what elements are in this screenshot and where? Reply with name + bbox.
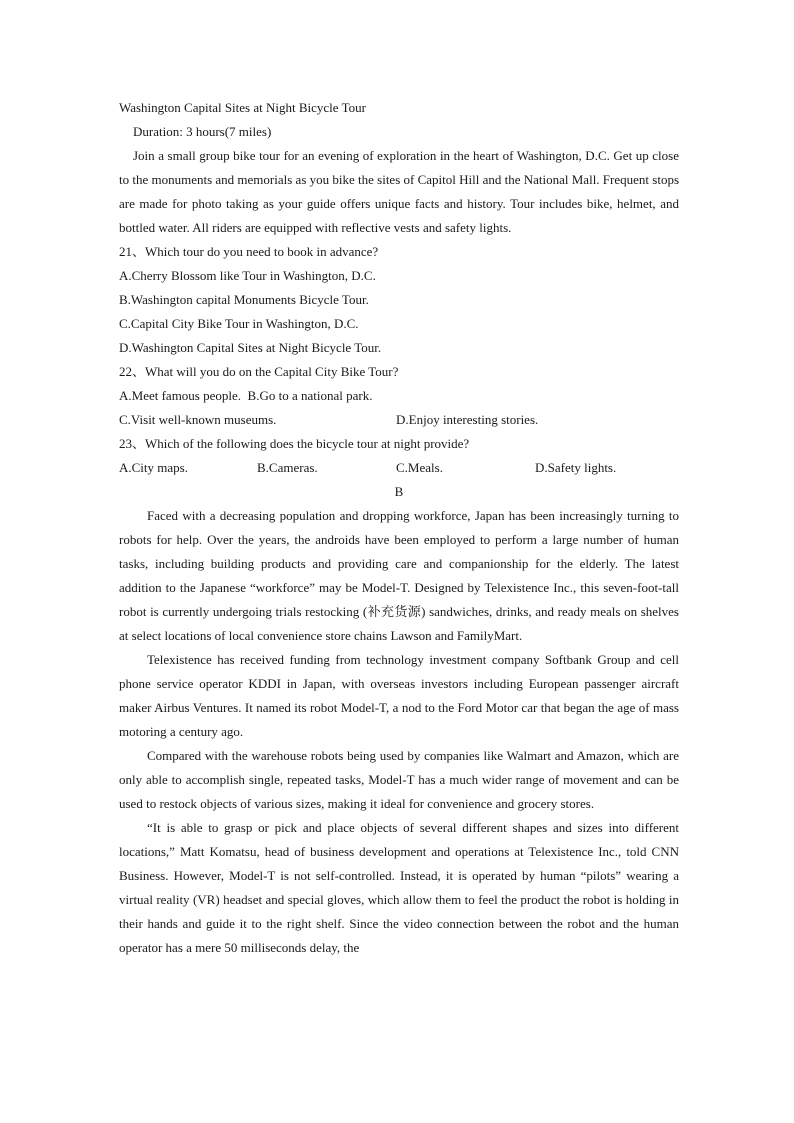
- passage-paragraph-2: Telexistence has received funding from technology investment company Softbank Group and cell phone service operator KDDI in Japan, with overseas investors including European passenger aircraft maker Airbus Ventures. It named its robot Model-T, a nod to the Ford Motor car that began the age of mass motoring a century ago.: [119, 652, 679, 739]
- options-row-1: [119, 384, 679, 408]
- option-b: B.Washington capital Monuments Bicycle Tour.: [119, 292, 369, 307]
- question-22: [119, 360, 679, 432]
- tour-duration: Duration: 3 hours(7 miles): [133, 124, 272, 139]
- question-stem: 21、Which tour do you need to book in advance?: [119, 244, 379, 259]
- option-a: A.Meet famous people.: [119, 388, 242, 403]
- options-row-2: [119, 408, 679, 432]
- option-d: D.Safety lights.: [535, 460, 617, 475]
- option-c: C.Capital City Bike Tour in Washington, D.C.: [119, 316, 359, 331]
- option-c: C.Visit well-known museums.: [119, 412, 277, 427]
- question-21: [119, 240, 679, 360]
- section-b-heading: B: [394, 484, 404, 499]
- option-b: B.Go to a national park.: [247, 388, 373, 403]
- option-a: A.Cherry Blossom like Tour in Washington, D.C.: [119, 268, 376, 283]
- option-d: D.Enjoy interesting stories.: [396, 412, 539, 427]
- option-d: D.Washington Capital Sites at Night Bicycle Tour.: [119, 340, 382, 355]
- passage-paragraph-1: Faced with a decreasing population and dropping workforce, Japan has been increasingly turning to robots for help. Over the years, the androids have been employed to perform a large number of human tasks, including building products and providing care and companionship for the elderly. The latest addition to the Japanese “workforce” may be Model-T. Designed by Telexistence Inc., this seven-foot-tall robot is currently undergoing trials restocking (补充货源) sandwiches, drinks, and ready meals on shelves at select locations of local convenience store chains Lawson and FamilyMart.: [119, 508, 679, 643]
- question-stem: 23、Which of the following does the bicycle tour at night provide?: [119, 436, 470, 451]
- question-stem: 22、What will you do on the Capital City Bike Tour?: [119, 364, 399, 379]
- option-b: B.Cameras.: [257, 460, 318, 475]
- passage-paragraph-3: Compared with the warehouse robots being used by companies like Walmart and Amazon, which are only able to accomplish single, repeated tasks, Model-T has a much wider range of movement and can be used to restock objects of various sizes, making it ideal for convenience and grocery stores.: [119, 748, 679, 811]
- document-page: [119, 96, 679, 960]
- options-row: [119, 456, 679, 480]
- question-23: [119, 432, 679, 480]
- tour-description: Join a small group bike tour for an evening of exploration in the heart of Washington, D.C. Get up close to the monuments and memorials as you bike the sites of Capitol Hill and the National Mall. Frequent stops are made for photo taking as your guide offers unique facts and history. Tour includes bike, helmet, and bottled water. All riders are equipped with reflective vests and safety lights.: [119, 148, 679, 235]
- passage-paragraph-4: “It is able to grasp or pick and place objects of several different shapes and sizes into different locations,” Matt Komatsu, head of business development and operations at Telexistence Inc., told CNN Business. However, Model-T is not self-controlled. Instead, it is operated by human “pilots” wearing a virtual reality (VR) headset and special gloves, which allow them to feel the product the robot is holding in their hands and guide it to the right shelf. Since the video connection between the robot and the human operator has a mere 50 milliseconds delay, the: [119, 820, 679, 955]
- option-c: C.Meals.: [396, 460, 443, 475]
- option-a: A.City maps.: [119, 460, 188, 475]
- tour-title: Washington Capital Sites at Night Bicycle Tour: [119, 100, 366, 115]
